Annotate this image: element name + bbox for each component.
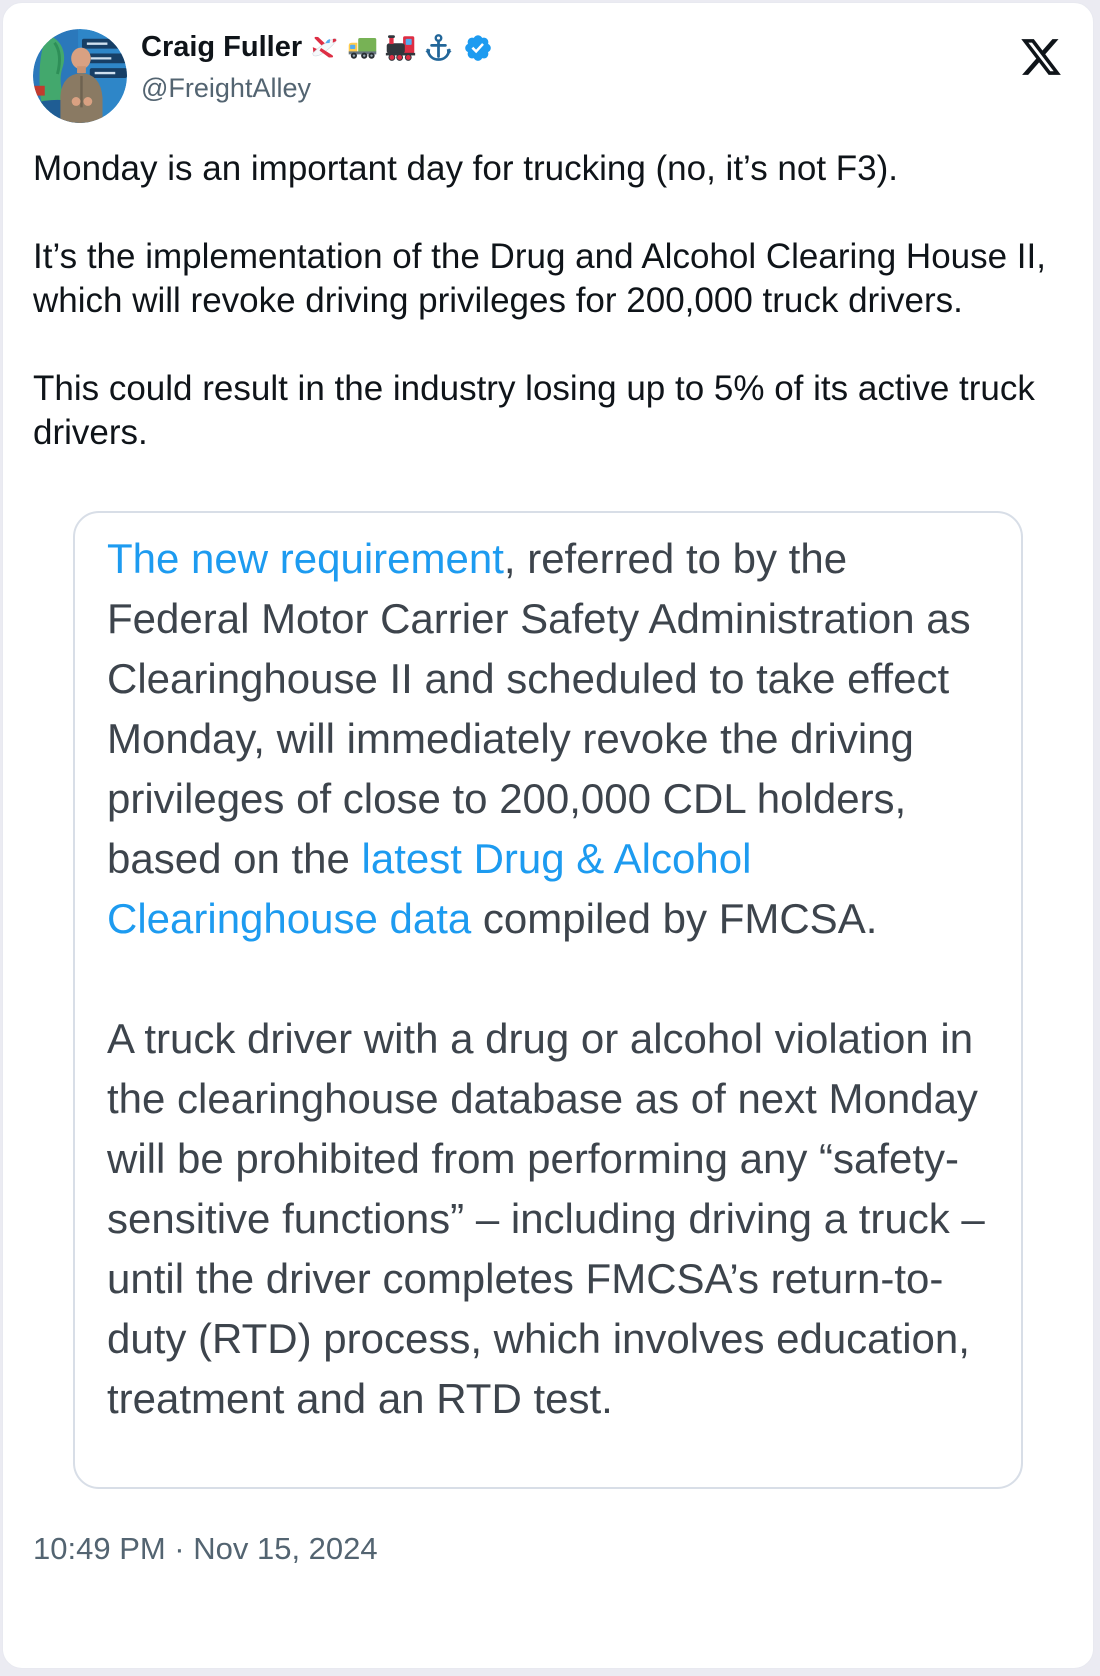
- tweet-paragraph: Monday is an important day for trucking (no, it’s not F3).: [33, 149, 899, 188]
- display-name[interactable]: Craig Fuller: [141, 31, 303, 63]
- locomotive-emoji: [385, 32, 416, 63]
- quote-text-segment: A truck driver with a drug or alcohol violation in the clearinghouse database as of next Monday will be prohibited from performing any “safety-sensitive functions” – including driving a truck – until the driver completes FMCSA’s return-to-duty (RTD) process, which involves education, treatment and an RTD test.: [107, 1015, 985, 1422]
- tweet-footer: [33, 1531, 1063, 1567]
- quote-text: [107, 529, 989, 1429]
- articulated-lorry-emoji: [347, 32, 378, 63]
- tweet-card: [2, 2, 1094, 1669]
- avatar-image: [33, 29, 127, 123]
- handle[interactable]: @FreightAlley: [141, 73, 311, 103]
- verified-badge-icon: [463, 33, 493, 63]
- quote-paragraph: [107, 1009, 989, 1429]
- timestamp[interactable]: 10:49 PM · Nov 15, 2024: [33, 1531, 378, 1566]
- avatar[interactable]: [33, 29, 127, 123]
- tweet-header: [33, 29, 1063, 123]
- quote-text-segment: compiled by FMCSA.: [471, 895, 878, 942]
- quote-text-segment: , referred to by the Federal Motor Carrier Safety Administration as Clearinghouse II and scheduled to take effect Monday, will immediately revoke the driving privileges of close to 200,000 CDL holders, based on the: [107, 535, 971, 882]
- identity-block: [141, 29, 1019, 104]
- x-logo-icon[interactable]: [1019, 35, 1063, 79]
- tweet-paragraph: This could result in the industry losing up to 5% of its active truck drivers.: [33, 369, 1035, 452]
- quote-block: [73, 511, 1023, 1489]
- tweet-text: [33, 147, 1063, 455]
- small-airplane-emoji: [309, 32, 340, 63]
- name-row: [141, 31, 1019, 64]
- tweet-paragraph: It’s the implementation of the Drug and Alcohol Clearing House II, which will revoke driving privileges for 200,000 truck drivers.: [33, 237, 1046, 320]
- quote-paragraph: [107, 529, 989, 949]
- quote-link[interactable]: The new requirement: [107, 535, 504, 582]
- anchor-emoji: [423, 32, 454, 63]
- quote-link[interactable]: latest Drug & Alcohol Clearinghouse data: [107, 835, 752, 942]
